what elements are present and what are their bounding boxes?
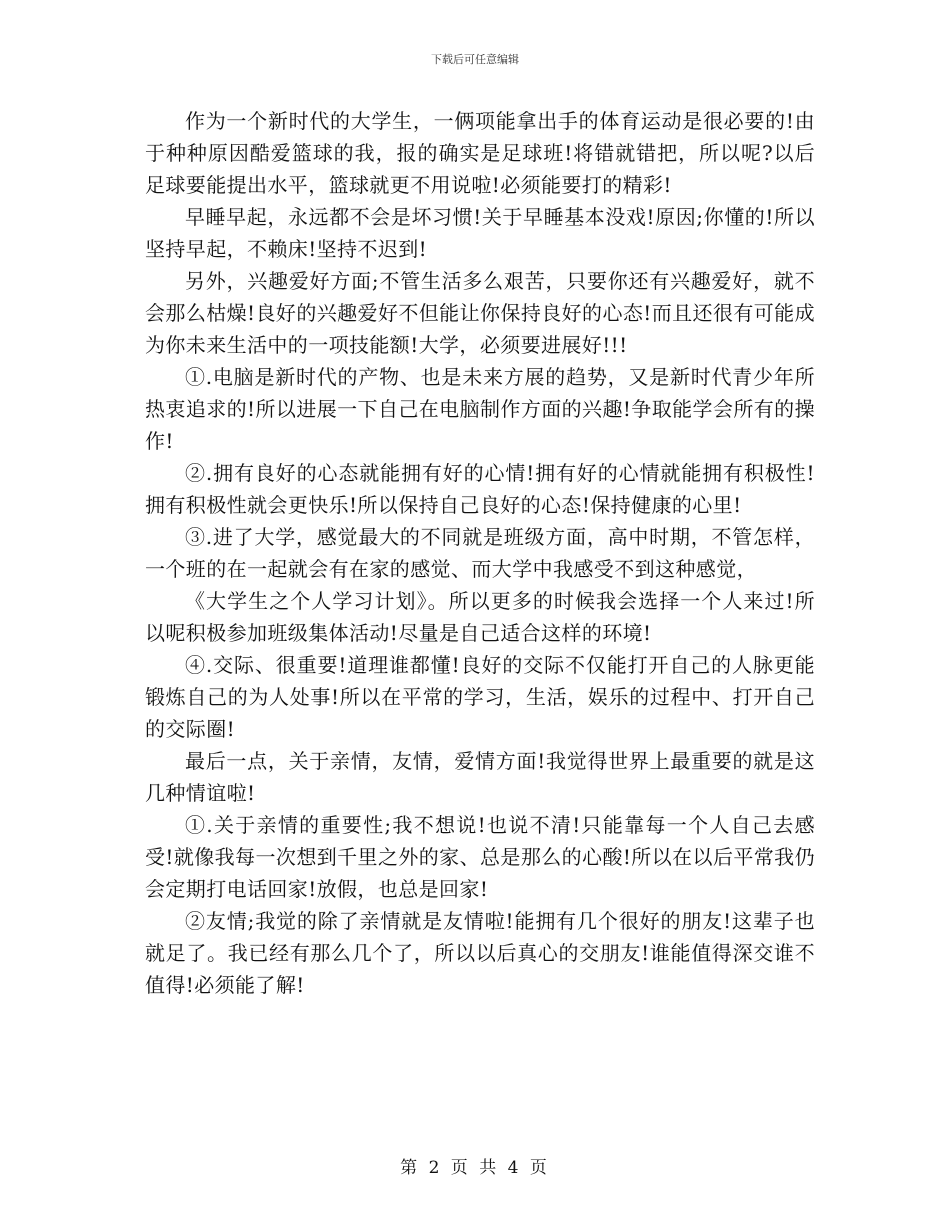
page-header-note: 下载后可任意编辑 [431,53,519,66]
paragraph-relationships: 最后一点，关于亲情，友情，爱情方面!我觉得世界上最重要的就是这几种情谊啦! [145,749,815,805]
paragraph-friendship: ②友情;我觉的除了亲情就是友情啦!能拥有几个很好的朋友!这辈子也就足了。我已经有那么几个了，所以以后真心的交朋友!谁能值得深交谁不值得!必须能了解! [145,909,815,997]
paragraph-class-continued: 《大学生之个人学习计划》。所以更多的时候我会选择一个人来过!所以呢积极参加班级集体活动!尽量是自己适合这样的环境! [145,589,815,645]
page-number: 第 2 页 共 4 页 [400,1158,550,1178]
document-body [145,105,815,1001]
paragraph-hobbies: 另外，兴趣爱好方面;不管生活多么艰苦，只要你还有兴趣爱好，就不会那么枯燥!良好的兴趣爱好不但能让你保持良好的心态!而且还很有可能成为你未来生活中的一项技能额!大学，必须要进展好!!! [145,269,815,357]
paragraph-class: ③.进了大学，感觉最大的不同就是班级方面，高中时期，不管怎样，一个班的在一起就会有在家的感觉、而大学中我感受不到这种感觉， [145,525,815,581]
paragraph-family: ①.关于亲情的重要性;我不想说!也说不清!只能靠每一个人自己去感受!就像我每一次想到千里之外的家、总是那么的心酸!所以在以后平常我仍会定期打电话回家!放假，也总是回家! [145,813,815,901]
paragraph-mindset: ②.拥有良好的心态就能拥有好的心情!拥有好的心情就能拥有积极性!拥有积极性就会更快乐!所以保持自己良好的心态!保持健康的心里! [145,461,815,517]
paragraph-computer: ①.电脑是新时代的产物、也是未来方展的趋势，又是新时代青少年所热衷追求的!所以进展一下自己在电脑制作方面的兴趣!争取能学会所有的操作! [145,365,815,453]
paragraph-sports: 作为一个新时代的大学生，一俩项能拿出手的体育运动是很必要的!由于种种原因酷爱篮球的我，报的确实是足球班!将错就错把，所以呢?以后足球要能提出水平，篮球就更不用说啦!必须能要打的精彩! [145,109,815,197]
paragraph-early-rising: 早睡早起，永远都不会是坏习惯!关于早睡基本没戏!原因;你懂的!所以坚持早起，不赖床!坚持不迟到! [145,205,815,261]
paragraph-social: ④.交际、很重要!道理谁都懂!良好的交际不仅能打开自己的人脉更能锻炼自己的为人处事!所以在平常的学习，生活，娱乐的过程中、打开自己的交际圈! [145,653,815,741]
